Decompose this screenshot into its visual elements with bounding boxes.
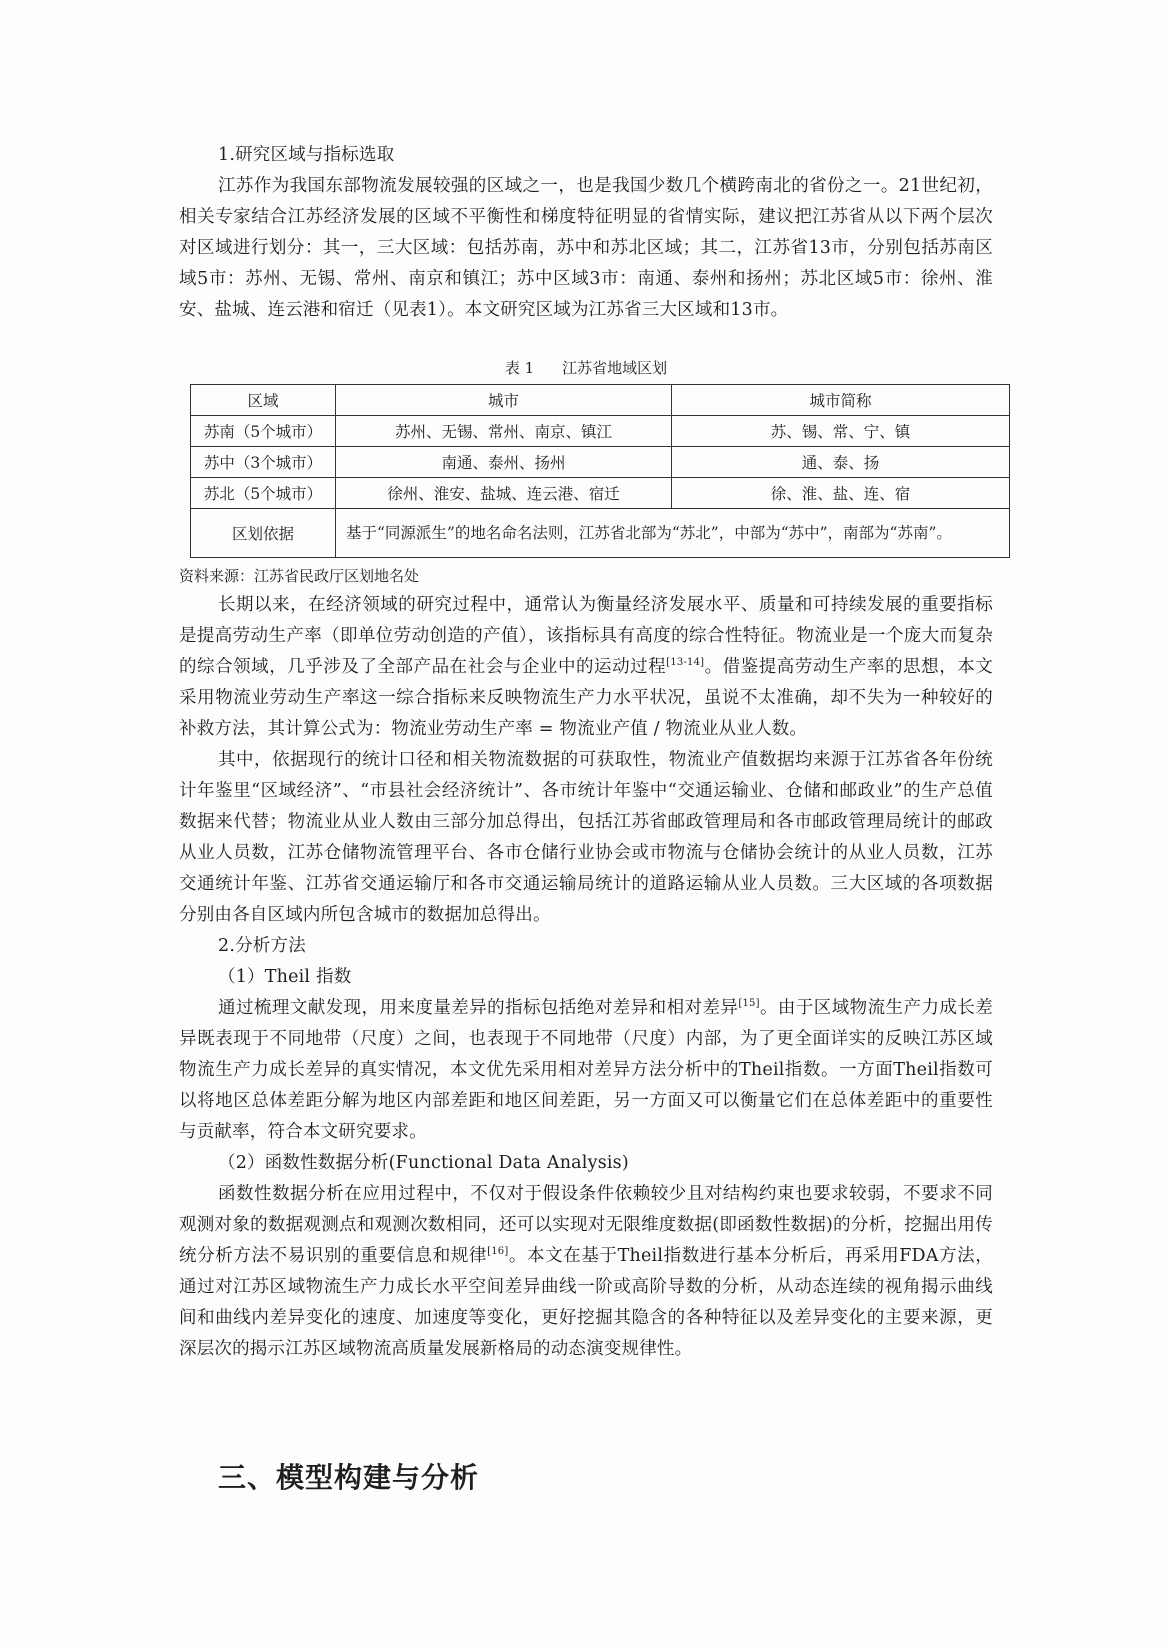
cell-abbr: 徐、淮、盐、连、宿	[672, 478, 1010, 509]
intro-block	[179, 140, 993, 326]
paragraph-2	[179, 590, 993, 745]
citation: [13-14]	[666, 657, 705, 668]
table-title: 江苏省地域区划	[562, 359, 668, 377]
citation: [15]	[738, 998, 760, 1009]
paragraph-5-part-b: 。本文在基于Theil指数进行基本分析后，再采用FDA方法，通过对江苏区域物流生产力成长水平空间差异曲线一阶或高阶导数的分析，从动态连续的视角揭示曲线间和曲线内差异变化的速度、加速度等变化，更好挖掘其隐含的各种特征以及差异变化的主要来源，更深层次的揭示江苏区域物流高质量发展新格局的动态演变规律性。	[179, 1246, 993, 1359]
citation: [16]	[487, 1246, 509, 1257]
method-heading-theil: （1）Theil 指数	[218, 967, 352, 987]
table-number: 表 1	[504, 359, 535, 377]
table-row	[191, 416, 1010, 447]
basis-label: 区划依据	[191, 509, 336, 558]
paragraph-4-part-a: 通过梳理文献发现，用来度量差异的指标包括绝对差异和相对差异	[218, 998, 739, 1018]
table-caption	[179, 356, 993, 380]
paragraph-1: 江苏作为我国东部物流发展较强的区域之一，也是我国少数几个横跨南北的省份之一。21世纪初，相关专家结合江苏经济发展的区域不平衡性和梯度特征明显的省情实际，建议把江苏省从以下两个层次对区域进行划分：其一，三大区域：包括苏南，苏中和苏北区域；其二，江苏省13市，分别包括苏南区域5市：苏州、无锡、常州、南京和镇江；苏中区域3市：南通、泰州和扬州；苏北区域5市：徐州、淮安、盐城、连云港和宿迁（见表1）。本文研究区域为江苏省三大区域和13市。	[179, 176, 993, 320]
cell-region: 苏南（5个城市）	[191, 416, 336, 447]
main-body	[179, 590, 993, 1365]
cell-abbr: 苏、锡、常、宁、镇	[672, 416, 1010, 447]
cell-region: 苏北（5个城市）	[191, 478, 336, 509]
table-row	[191, 447, 1010, 478]
cell-city: 苏州、无锡、常州、南京、镇江	[336, 416, 672, 447]
subsection-heading-1: 1.研究区域与指标选取	[218, 145, 395, 165]
paragraph-2-part-a: 长期以来，在经济领域的研究过程中，通常认为衡量经济发展水平、质量和可持续发展的重要指标是提高劳动生产率（即单位劳动创造的产值），该指标具有高度的综合性特征。物流业是一个庞大而复杂的综合领域，几乎涉及了全部产品在社会与企业中的运动过程	[179, 595, 993, 677]
cell-abbr: 通、泰、扬	[672, 447, 1010, 478]
region-table	[190, 384, 1010, 558]
header-city: 城市	[336, 385, 672, 416]
header-region: 区域	[191, 385, 336, 416]
paragraph-4	[179, 993, 993, 1148]
section-title: 三、模型构建与分析	[218, 1461, 480, 1494]
paragraph-3: 其中，依据现行的统计口径和相关物流数据的可获取性，物流业产值数据均来源于江苏省各年份统计年鉴里“区域经济”、“市县社会经济统计”、各市统计年鉴中“交通运输业、仓储和邮政业”的生产总值数据来代替；物流业从业人数由三部分加总得出，包括江苏省邮政管理局和各市邮政管理局统计的邮政从业人员数，江苏仓储物流管理平台、各市仓储行业协会或市物流与仓储协会统计的从业人员数，江苏交通统计年鉴、江苏省交通运输厅和各市交通运输局统计的道路运输从业人员数。三大区域的各项数据分别由各自区域内所包含城市的数据加总得出。	[179, 750, 993, 925]
table-source: 资料来源：江苏省民政厅区划地名处	[179, 567, 420, 585]
paragraph-4-part-b: 。由于区域物流生产力成长差异既表现于不同地带（尺度）之间，也表现于不同地带（尺度）内部，为了更全面详实的反映江苏区域物流生产力成长差异的真实情况，本文优先采用相对差异方法分析中的Theil指数。一方面Theil指数可以将地区总体差距分解为地区内部差距和地区间差距，另一方面又可以衡量它们在总体差距中的重要性与贡献率，符合本文研究要求。	[179, 998, 993, 1142]
cell-city: 南通、泰州、扬州	[336, 447, 672, 478]
table-header-row	[191, 385, 1010, 416]
subsection-heading-2: 2.分析方法	[218, 936, 306, 956]
paragraph-2-part-b: 。借鉴提高劳动生产率的思想，本文采用物流业劳动生产率这一综合指标来反映物流生产力水平状况，虽说不太准确，却不失为一种较好的补救方法，其计算公式为：物流业劳动生产率 = 物流业产值 / 物流业从业人数。	[179, 657, 993, 739]
paragraph-5	[179, 1179, 993, 1365]
cell-city: 徐州、淮安、盐城、连云港、宿迁	[336, 478, 672, 509]
table-basis-row	[191, 509, 1010, 558]
basis-text: 基于“同源派生”的地名命名法则，江苏省北部为“苏北”，中部为“苏中”，南部为“苏南”。	[336, 509, 1010, 558]
header-abbr: 城市简称	[672, 385, 1010, 416]
cell-region: 苏中（3个城市）	[191, 447, 336, 478]
paragraph-5-part-a: 函数性数据分析在应用过程中，不仅对于假设条件依赖较少且对结构约束也要求较弱，不要求不同观测对象的数据观测点和观测次数相同，还可以实现对无限维度数据(即函数性数据)的分析，挖掘出用传统分析方法不易识别的重要信息和规律	[179, 1184, 993, 1266]
method-heading-fda: （2）函数性数据分析(Functional Data Analysis)	[218, 1153, 629, 1173]
table-row	[191, 478, 1010, 509]
